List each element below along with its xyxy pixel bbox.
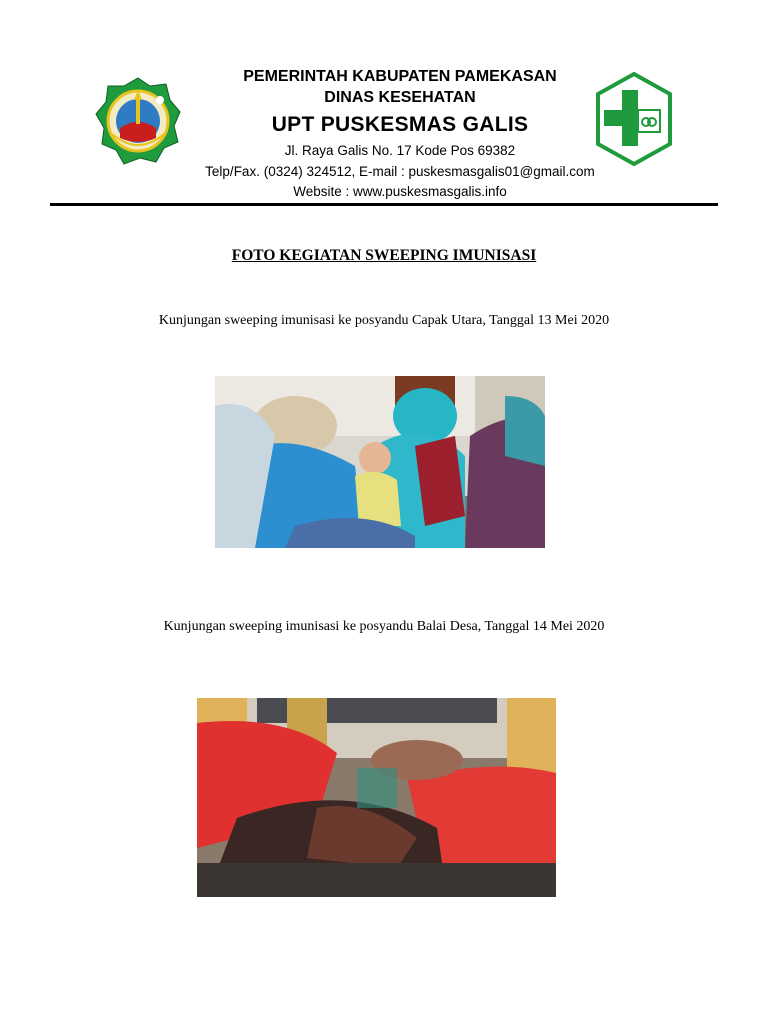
photo-caption-2: Kunjungan sweeping imunisasi ke posyandu Balai Desa, Tanggal 14 Mei 2020: [163, 619, 605, 634]
photo-caption-1: Kunjungan sweeping imunisasi ke posyandu Capak Utara, Tanggal 13 Mei 2020: [158, 313, 610, 328]
regency-crest-logo: [94, 76, 182, 166]
photo-2: [197, 698, 556, 897]
department-name: DINAS KESEHATAN: [324, 89, 476, 106]
regency-crest-icon: [94, 76, 182, 166]
document-title: FOTO KEGIATAN SWEEPING IMUNISASI: [231, 247, 537, 264]
address-line: Jl. Raya Galis No. 17 Kode Pos 69382: [284, 143, 516, 158]
immunization-photo-1: [215, 376, 545, 548]
website-line: Website : www.puskesmasgalis.info: [293, 184, 507, 199]
photo-1: [215, 376, 545, 548]
government-name: PEMERINTAH KABUPATEN PAMEKASAN: [243, 68, 557, 85]
immunization-photo-2: [197, 698, 556, 897]
contact-line: Telp/Fax. (0324) 324512, E-mail : puskesmasgalis01@gmail.com: [205, 164, 595, 179]
unit-name: UPT PUSKESMAS GALIS: [271, 113, 529, 136]
letterhead-divider: [50, 203, 718, 206]
